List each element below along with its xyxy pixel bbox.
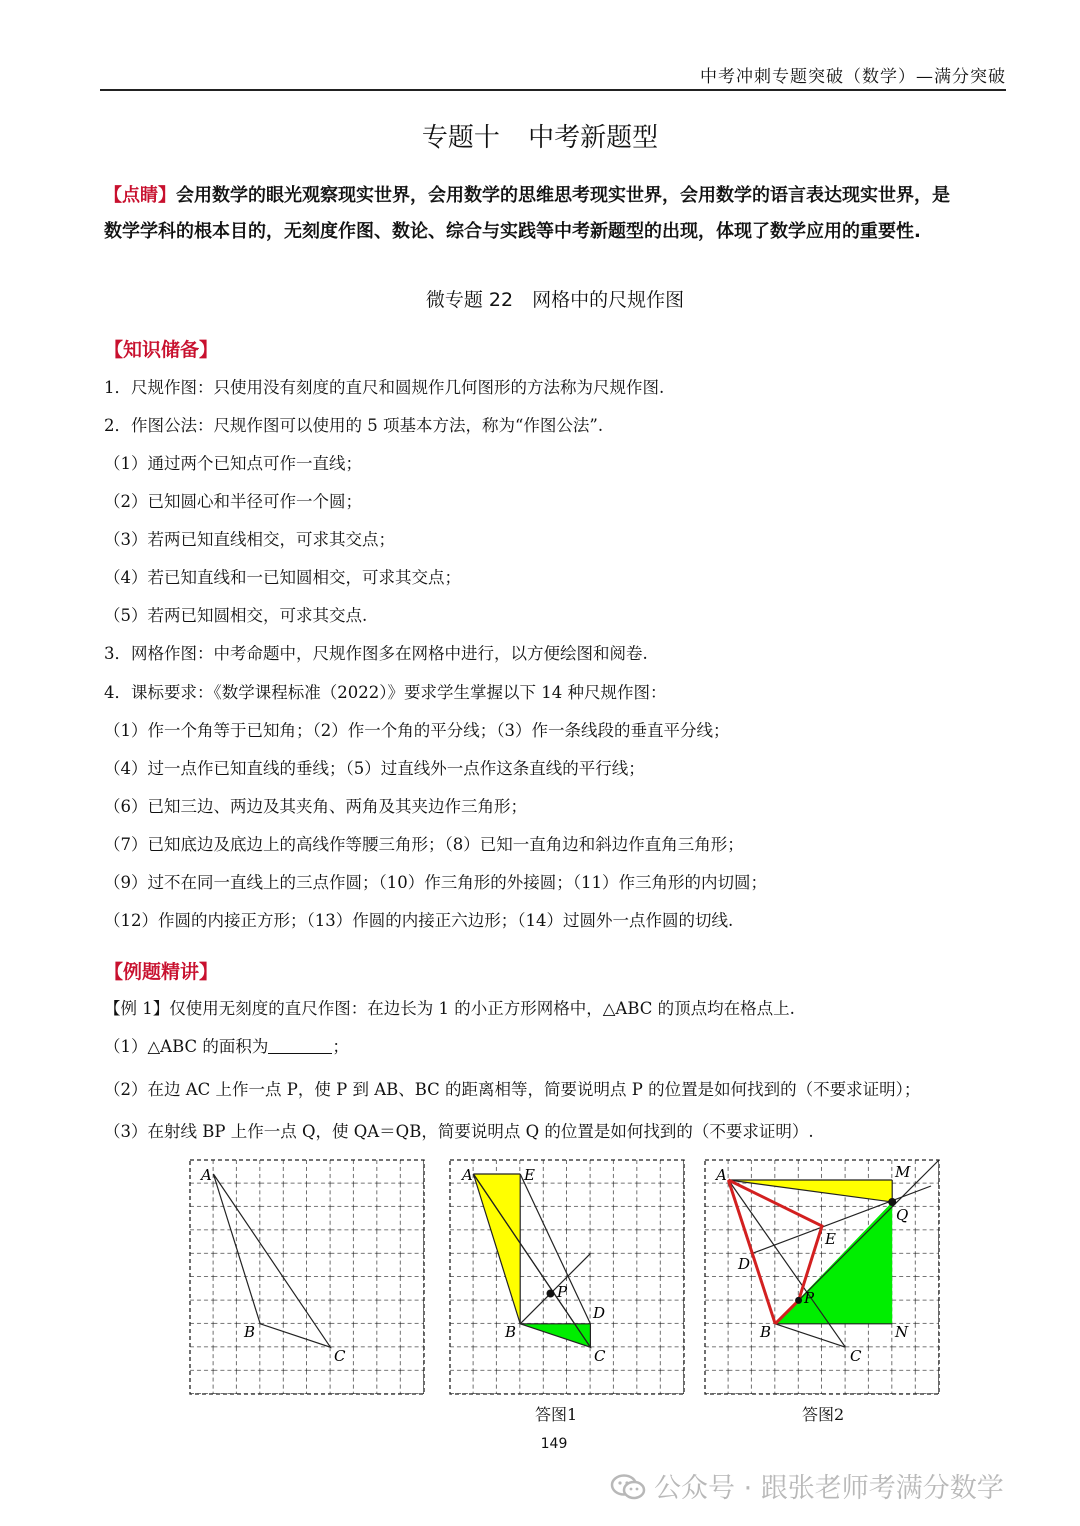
label-e: E <box>524 1166 535 1184</box>
knowledge-line: （7）已知底边及底边上的高线作等腰三角形；（8）已知一直角边和斜边作直角三角形； <box>104 835 744 854</box>
point-p <box>795 1297 802 1304</box>
label-b: B <box>244 1323 256 1341</box>
label-c: C <box>850 1347 862 1365</box>
knowledge-line: （6）已知三边、两边及其夹角、两角及其夹边作三角形； <box>104 797 527 816</box>
figures-area <box>185 1150 945 1424</box>
intro-tag: 【点睛】 <box>104 185 176 206</box>
knowledge-line: （4）若已知直线和一已知圆相交，可求其交点； <box>104 568 461 587</box>
point-p <box>547 1290 555 1298</box>
label-a: A <box>201 1166 212 1184</box>
label-a: A <box>716 1166 727 1184</box>
label-p: P <box>557 1283 568 1301</box>
knowledge-line: （3）若两已知直线相交，可求其交点； <box>104 530 395 549</box>
knowledge-line: （5）若两已知圆相交，可求其交点. <box>104 606 368 625</box>
answer-blank[interactable] <box>268 1037 332 1054</box>
label-c: C <box>334 1347 346 1365</box>
wechat-icon <box>610 1473 646 1501</box>
label-d: D <box>593 1304 606 1322</box>
example-q3: （3）在射线 BP 上作一点 Q，使 QA＝QB，简要说明点 Q 的位置是如何找到的（不要求证明）. <box>104 1122 814 1141</box>
watermark <box>610 1466 1004 1505</box>
label-a: A <box>462 1166 473 1184</box>
knowledge-line: 4．课标要求：《数学课程标准（2022）》要求学生掌握以下 14 种尺规作图： <box>104 683 667 702</box>
knowledge-line: （1）作一个角等于已知角；（2）作一个角的平分线；（3）作一条线段的垂直平分线； <box>104 721 730 740</box>
label-m: M <box>895 1163 911 1181</box>
example-q1 <box>104 1033 349 1057</box>
label-p: P <box>804 1289 815 1307</box>
knowledge-line: 1．尺规作图：只使用没有刻度的直尺和圆规作几何图形的方法称为尺规作图. <box>104 378 665 397</box>
grid-figures-svg <box>185 1150 945 1400</box>
grid-1 <box>190 1160 424 1394</box>
knowledge-line: 2．作图公法：尺规作图可以使用的 5 项基本方法，称为“作图公法”. <box>104 416 604 435</box>
label-c: C <box>594 1347 606 1365</box>
knowledge-heading: 【知识储备】 <box>104 339 219 361</box>
label-d: D <box>738 1255 751 1273</box>
intro-paragraph <box>104 178 1006 250</box>
point-q <box>888 1198 896 1206</box>
label-q: Q <box>896 1206 909 1224</box>
examples-heading: 【例题精讲】 <box>104 961 219 983</box>
knowledge-line: （9）过不在同一直线上的三点作圆；（10）作三角形的外接圆；（11）作三角形的内切圆； <box>104 873 767 892</box>
page-title <box>0 117 1080 154</box>
figure-answer-2 <box>705 1160 939 1394</box>
figure-answer-1 <box>450 1160 684 1394</box>
example-q2: （2）在边 AC 上作一点 P，使 P 到 AB、BC 的距离相等，简要说明点 P 的位置是如何找到的（不要求证明）； <box>104 1080 921 1099</box>
knowledge-line: （12）作圆的内接正方形；（13）作圆的内接正六边形；（14）过圆外一点作圆的切线. <box>104 911 734 930</box>
label-b: B <box>505 1323 517 1341</box>
caption-answer-2: 答图2 <box>802 1405 845 1424</box>
intro-line2: 数学学科的根本目的，无刻度作图、数论、综合与实践等中考新题型的出现，体现了数学应用的重要性. <box>104 221 921 242</box>
knowledge-line: （4）过一点作已知直线的垂线；（5）过直线外一点作这条直线的平行线； <box>104 759 645 778</box>
section-subtitle: 微专题 22 网格中的尺规作图 <box>425 289 685 311</box>
title-part1: 专题十 <box>421 123 500 153</box>
knowledge-line: 3．网格作图：中考命题中，尺规作图多在网格中进行，以方便绘图和阅卷. <box>104 644 648 663</box>
q1-tail: ； <box>332 1037 349 1056</box>
title-part2: 中考新题型 <box>528 123 659 153</box>
header-divider <box>100 89 1006 91</box>
label-e: E <box>825 1230 836 1248</box>
caption-answer-1: 答图1 <box>535 1405 578 1424</box>
figure-original <box>190 1160 424 1394</box>
label-n: N <box>895 1323 909 1341</box>
knowledge-line: （1）通过两个已知点可作一直线； <box>104 454 362 473</box>
intro-line1: 会用数学的眼光观察现实世界，会用数学的思维思考现实世界，会用数学的语言表达现实世界，是 <box>176 185 950 206</box>
label-b: B <box>760 1323 772 1341</box>
knowledge-line: （2）已知圆心和半径可作一个圆； <box>104 492 362 511</box>
watermark-text: 公众号 · 跟张老师考满分数学 <box>654 1473 1004 1504</box>
page-number: 149 <box>540 1436 568 1452</box>
q1-text: （1）△ABC 的面积为 <box>104 1037 269 1056</box>
example-intro: 【例 1】仅使用无刻度的直尺作图：在边长为 1 的小正方形网格中，△ABC 的顶点均在格点上. <box>104 999 795 1018</box>
running-header: 中考冲刺专题突破（数学）—满分突破 <box>700 67 1006 87</box>
